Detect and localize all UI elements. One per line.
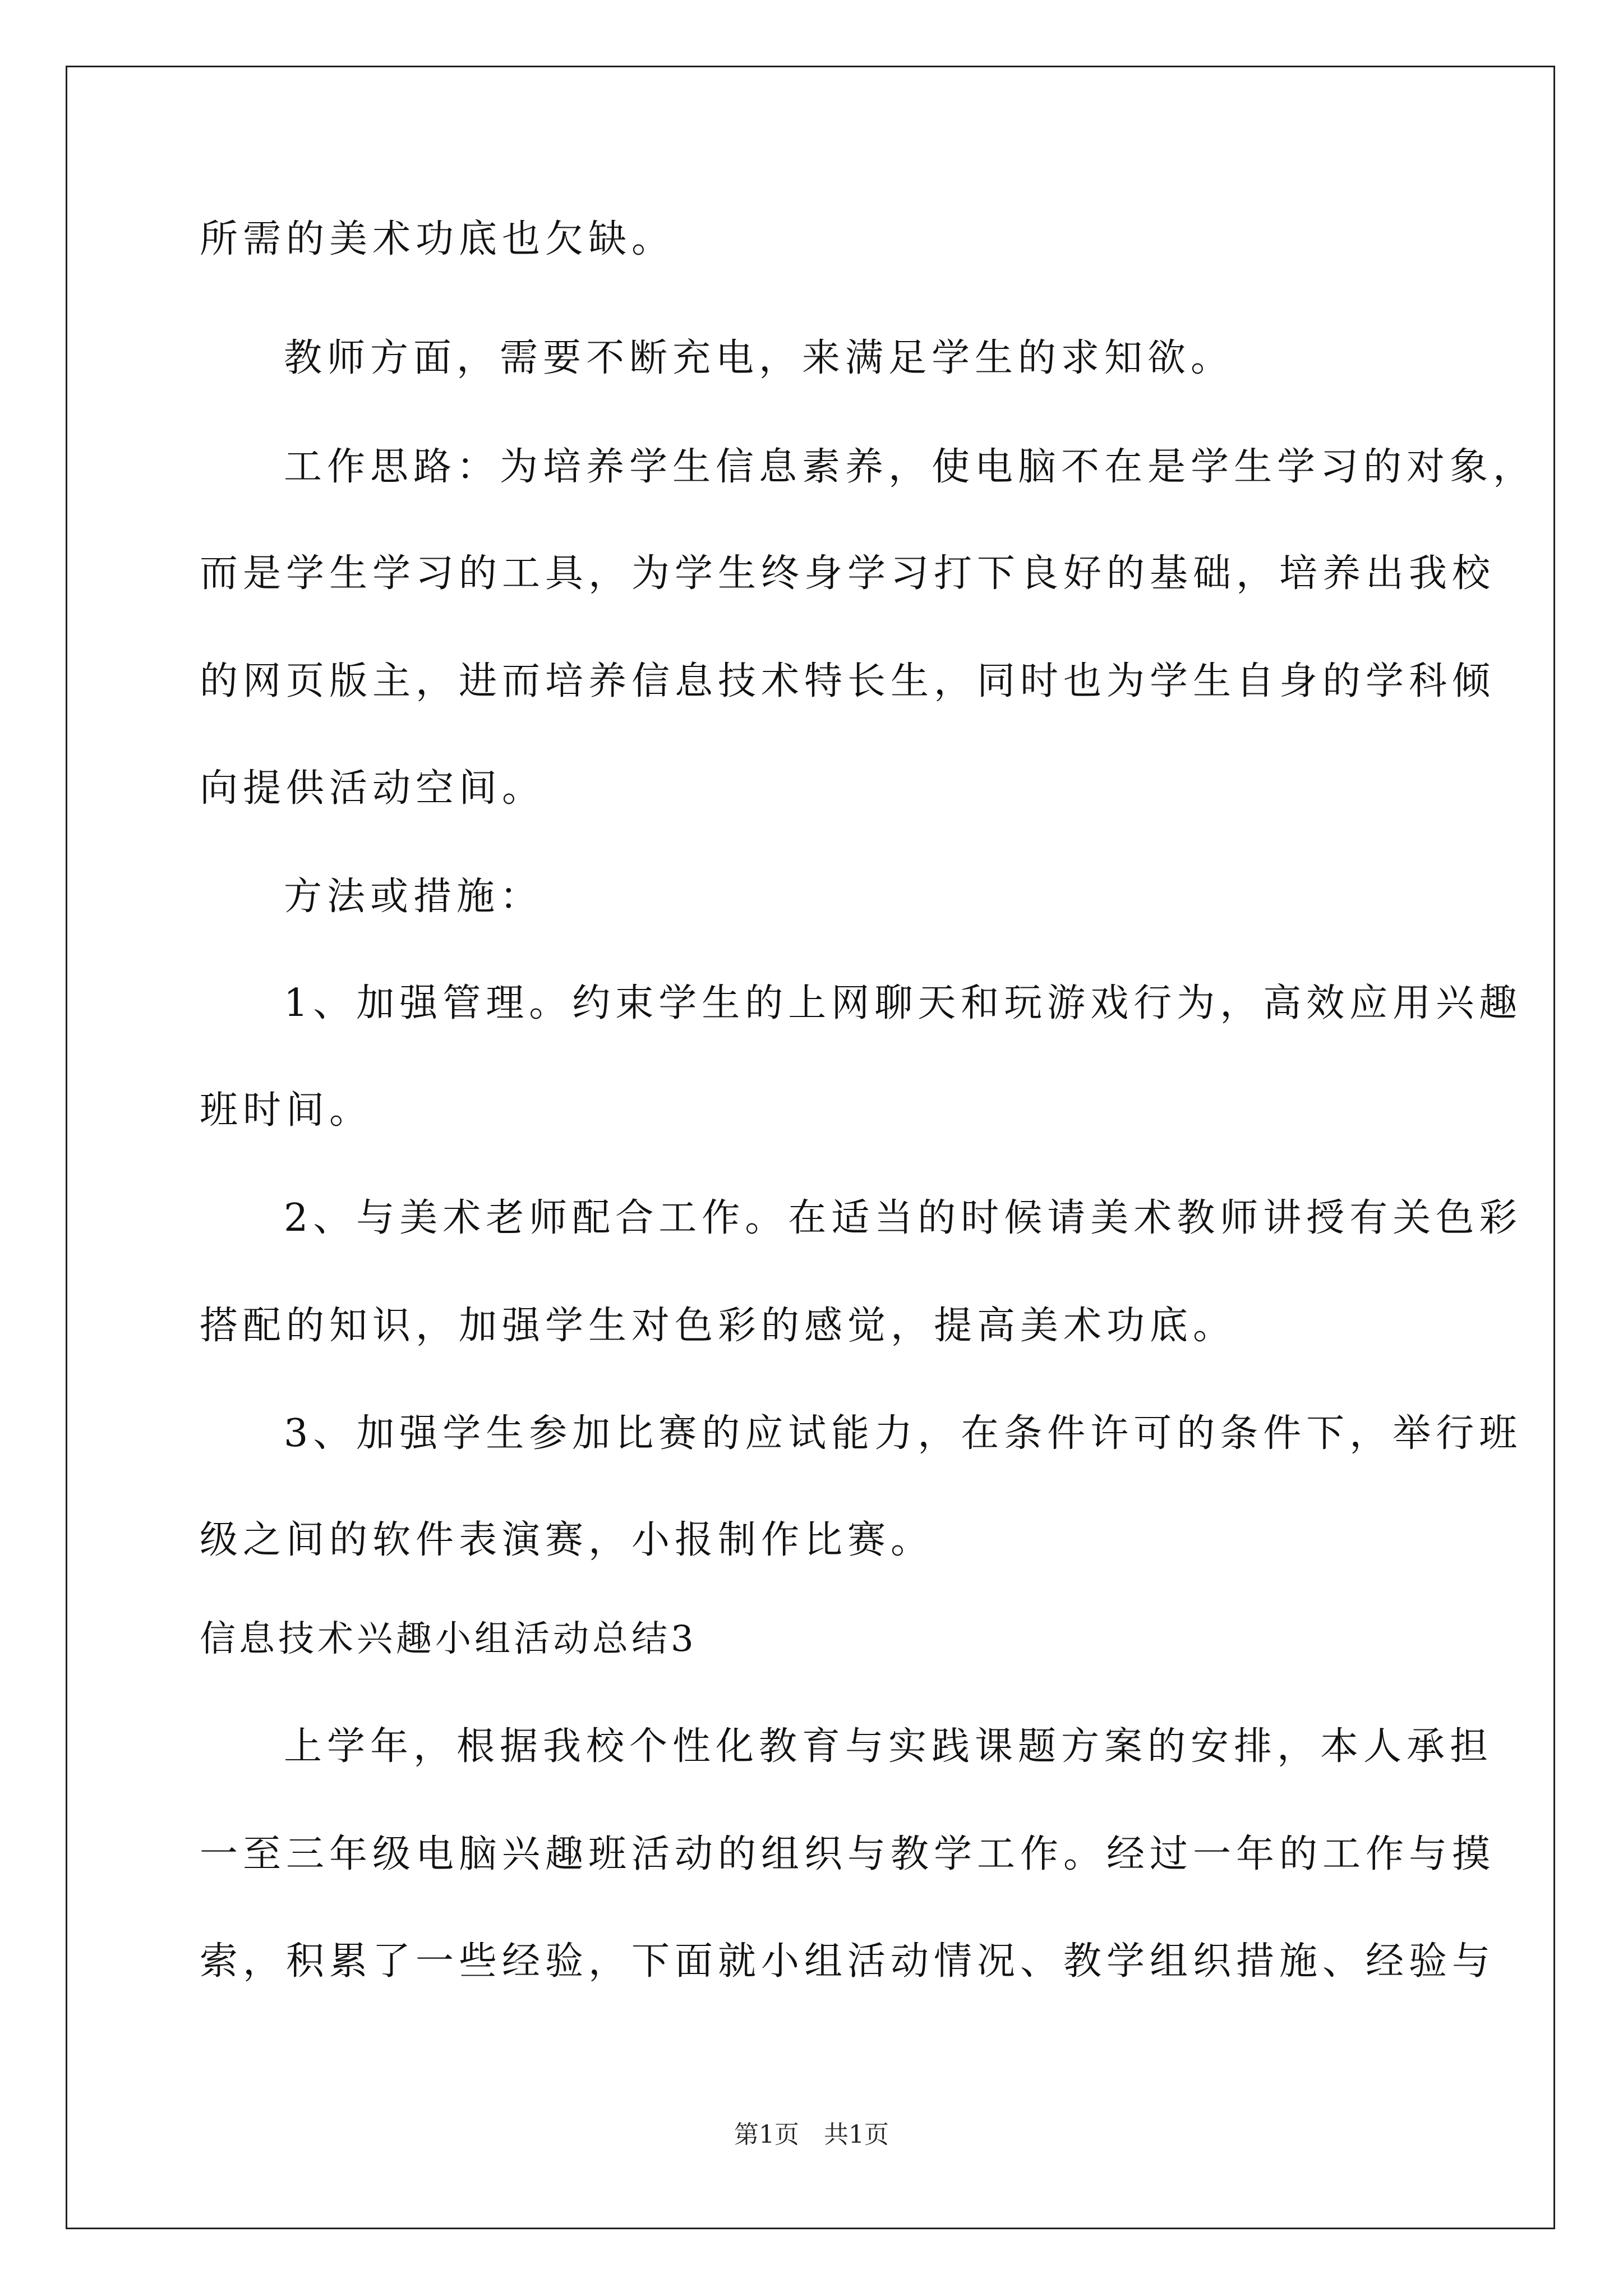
paragraph-line: 工作思路：为培养学生信息素养，使电脑不在是学生学习的对象， [284,445,1537,489]
paragraph-line: 向提供活动空间。 [200,766,546,811]
section-heading: 信息技术兴趣小组活动总结3 [200,1618,697,1660]
page-number: 第1页 共1页 [734,2120,889,2149]
paragraph-line: 的网页版主，进而培养信息技术特长生，同时也为学生自身的学科倾 [200,659,1496,703]
paragraph-line: 2、与美术老师配合工作。在适当的时候请美术教师讲授有关色彩 [284,1196,1523,1240]
paragraph-line: 所需的美术功底也欠缺。 [200,217,675,261]
paragraph-line: 搭配的知识，加强学生对色彩的感觉，提高美术功底。 [200,1304,1237,1348]
paragraph-line: 而是学生学习的工具，为学生终身学习打下良好的基础，培养出我校 [200,551,1496,596]
paragraph-line: 方法或措施： [284,875,543,919]
paragraph-line: 3、加强学生参加比赛的应试能力，在条件许可的条件下，举行班 [284,1411,1523,1456]
paragraph-line: 1、加强管理。约束学生的上网聊天和玩游戏行为，高效应用兴趣 [284,981,1523,1025]
paragraph-line: 教师方面，需要不断充电，来满足学生的求知欲。 [284,336,1234,380]
paragraph-line: 级之间的软件表演赛，小报制作比赛。 [200,1518,934,1562]
paragraph-line: 上学年，根据我校个性化教育与实践课题方案的安排，本人承担 [284,1724,1493,1769]
paragraph-line: 一至三年级电脑兴趣班活动的组织与教学工作。经过一年的工作与摸 [200,1832,1496,1876]
page-border [66,66,1555,2229]
paragraph-line: 班时间。 [200,1088,373,1133]
paragraph-line: 索，积累了一些经验，下面就小组活动情况、教学组织措施、经验与 [200,1939,1496,1984]
